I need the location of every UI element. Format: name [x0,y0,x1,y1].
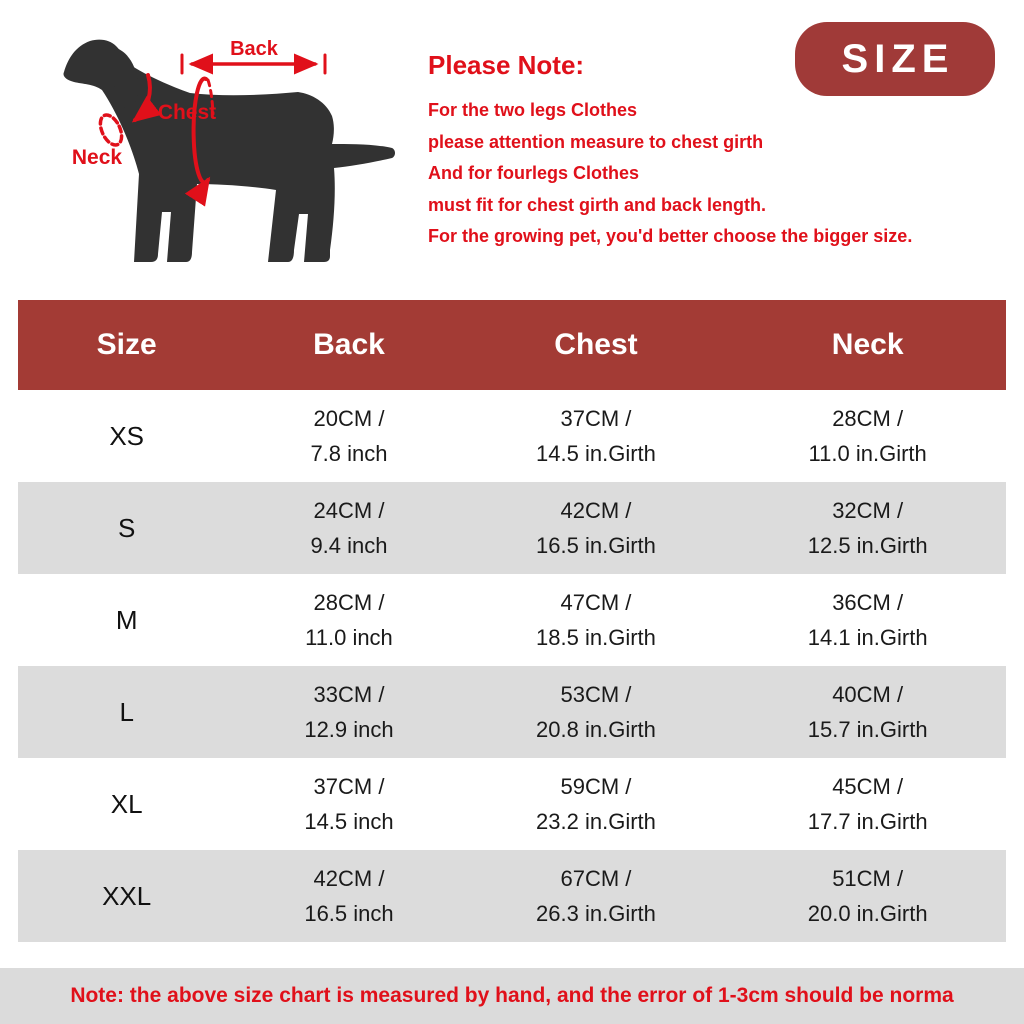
size-cell: M [115,604,138,635]
neck-cell [729,769,1006,839]
neck-label: Neck [71,146,123,169]
chest-cell [463,677,730,747]
value-line: 20.8 in.Girth [536,717,656,742]
neck-cell [729,861,1006,931]
value-line: 51CM / [832,866,904,891]
size-cell: S [118,512,136,543]
value-line: 16.5 in.Girth [536,533,656,558]
chest-cell [463,401,730,471]
value-line: 17.7 in.Girth [807,809,928,834]
value-line: 37CM / [560,406,632,431]
value-line: 67CM / [560,866,632,891]
size-cell: XL [110,788,143,819]
value-line: 28CM / [832,406,904,431]
size-cell: L [119,696,134,727]
value-line: 14.5 in.Girth [536,441,656,466]
value-line: 59CM / [560,774,632,799]
value-line: 33CM / [313,682,385,707]
footer-note-text: Note: the above size chart is measured by hand, and the error of 1-3cm should be norma [70,984,954,1007]
header-size: Size [96,328,157,361]
back-cell [235,861,462,931]
value-line: 11.0 in.Girth [808,441,927,466]
table-header-row [18,300,1006,390]
value-line: 42CM / [313,866,385,891]
value-line: 24CM / [313,498,385,523]
back-cell [235,585,462,655]
table-row-xl [18,758,1006,850]
neck-cell [729,677,1006,747]
table-row-l [18,666,1006,758]
back-label: Back [230,38,278,60]
value-line: 45CM / [832,774,904,799]
neck-cell [729,493,1006,563]
value-line: 12.5 in.Girth [807,533,928,558]
back-cell [235,493,462,563]
value-line: 20.0 in.Girth [807,901,928,926]
chest-cell [463,769,730,839]
chest-cell [463,493,730,563]
value-line: 16.5 inch [304,901,394,926]
neck-cell [729,401,1006,471]
dog-measurement-diagram [40,22,405,272]
value-line: 40CM / [832,682,904,707]
note-line: And for fourlegs Clothes [428,163,639,183]
value-line: 37CM / [313,774,385,799]
note-line: For the growing pet, you'd better choose the bigger size. [428,226,913,246]
value-line: 23.2 in.Girth [536,809,656,834]
size-cell: XS [109,420,145,451]
please-note-title: Please Note: [428,50,585,80]
neck-cell [729,585,1006,655]
back-cell [235,677,462,747]
table-row-m [18,574,1006,666]
value-line: 42CM / [560,498,632,523]
value-line: 12.9 inch [304,717,394,742]
chest-cell [463,585,730,655]
table-row-xxl [18,850,1006,942]
note-line: must fit for chest girth and back length. [428,194,767,215]
value-line: 28CM / [313,590,385,615]
size-table [18,300,1006,942]
size-cell: XXL [102,880,152,911]
value-line: 20CM / [313,406,385,431]
value-line: 36CM / [832,590,904,615]
value-line: 9.4 inch [310,533,388,558]
table-body [18,390,1006,942]
note-line: For the two legs Clothes [428,100,638,120]
chest-cell [463,861,730,931]
value-line: 32CM / [832,498,904,523]
table-row-xs [18,390,1006,482]
value-line: 18.5 in.Girth [536,625,656,650]
header-back: Back [313,328,385,361]
header-chest: Chest [554,328,638,361]
value-line: 14.1 in.Girth [807,625,928,650]
value-line: 15.7 in.Girth [807,717,928,742]
header-neck: Neck [831,328,904,361]
value-line: 11.0 inch [305,625,393,650]
footer-note-bar [0,968,1024,1024]
value-line: 26.3 in.Girth [536,901,656,926]
note-line: please attention measure to chest girth [428,131,764,152]
back-cell [235,769,462,839]
value-line: 53CM / [560,682,632,707]
value-line: 7.8 inch [310,441,388,466]
back-cell [235,401,462,471]
value-line: 47CM / [560,590,632,615]
chest-label: Chest [157,101,217,124]
value-line: 14.5 inch [304,809,394,834]
size-badge: SIZE [795,22,995,96]
table-row-s [18,482,1006,574]
